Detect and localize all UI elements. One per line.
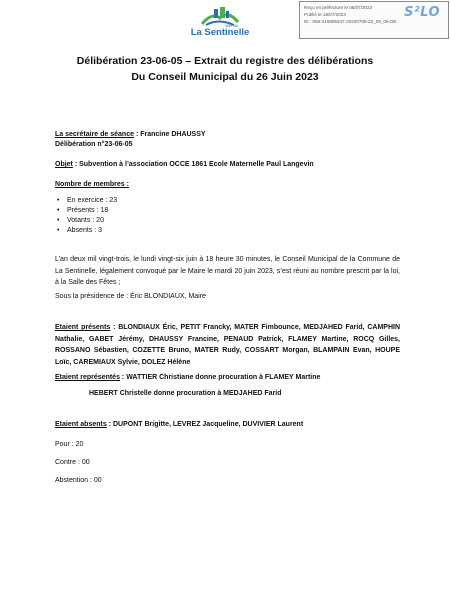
present-label: Etaient présents — [55, 324, 111, 331]
vote-abstention: Abstention : 00 — [55, 477, 102, 484]
title-line-2: Du Conseil Municipal du 26 Juin 2023 — [131, 71, 319, 83]
stamp-id: ID : 059-215905647-20230705-23_06_05-DE — [304, 19, 397, 24]
secretary-label: La secrétaire de séance — [55, 131, 134, 138]
prefecture-stamp — [299, 1, 449, 39]
secretary-block — [55, 130, 400, 150]
object-label: Objet — [55, 161, 73, 168]
present-members — [55, 322, 400, 368]
members-absent: • Absents : 3 — [55, 226, 400, 236]
represented-label: Etaient représentés — [55, 374, 120, 381]
members-in-office: • En exercice : 23 — [55, 196, 400, 206]
s2lo-logo: S²LO — [404, 5, 440, 20]
members-voting: • Votants : 20 — [55, 216, 400, 226]
intro-paragraph: L’an deux mil vingt-trois, le lundi vingt-six juin à 18 heure 30 minutes, le Conseil Municipal de la Commune de La Sentinelle, légalement convoqué par le Maire le mardi 20 juin 2023, s’est réuni au nombre prescrit par la loi, à la Salle des Fêtes ; — [55, 256, 400, 286]
members-list — [55, 196, 400, 236]
deliberation-number: Délibération n°23-06-05 — [55, 141, 133, 148]
secretary-value: : Francine DHAUSSY — [134, 131, 206, 138]
present-list: : BLONDIAUX Éric, PETIT Francky, MATER Fimbounce, MEDJAHED Farid, CAMPHIN Nathalie, GABET Jérémy, DHAUSSY Francine, PENAUD Patrick, FLAMEY Martine, ROCQ Gilles, ROSSANO Sébastien, COZETTE Bruno, MATER Rudy, COSSART Morgan, BLAMPAIN Evan, HOUPE Loïc, CAREMIAUX Sylvie, DOLEZ Hélène — [55, 324, 401, 366]
vote-pour: Pour : 20 — [55, 441, 84, 448]
absent-list: : DUPONT Brigitte, LEVREZ Jacqueline, DUVIVIER Laurent — [106, 421, 304, 428]
represented-members — [55, 372, 400, 399]
title-line-1: Délibération 23-06-05 – Extrait du registre des délibérations — [76, 55, 374, 67]
members-present: • Présents : 18 — [55, 206, 400, 216]
presidency-line: Sous la présidence de : Éric BLONDIAUX, Maire — [55, 293, 206, 300]
town-logo — [190, 4, 250, 44]
represented-line-1: : WATTIER Christiane donne procuration à FLAMEY Martine — [119, 374, 321, 381]
vote-contre: Contre : 00 — [55, 459, 90, 466]
absent-members — [55, 420, 400, 430]
object-line — [55, 160, 400, 170]
logo-town-name: La Sentinelle — [190, 27, 250, 38]
members-section — [55, 180, 400, 236]
members-title: Nombre de membres : — [55, 181, 129, 188]
logo-prefix: Ville de — [224, 23, 238, 28]
absent-label: Etaient absents — [55, 421, 107, 428]
stamp-received-date: Reçu en préfecture le 05/07/2023 — [304, 5, 373, 10]
object-value: : Subvention à l’association OCCE 1861 Ecole Maternelle Paul Langevin — [72, 161, 314, 168]
stamp-published-date: Publié le 18/07/2023 — [304, 12, 346, 17]
represented-line-2: HEBERT Christelle donne procuration à MEDJAHED Farid — [89, 390, 282, 397]
document-title — [30, 53, 420, 85]
